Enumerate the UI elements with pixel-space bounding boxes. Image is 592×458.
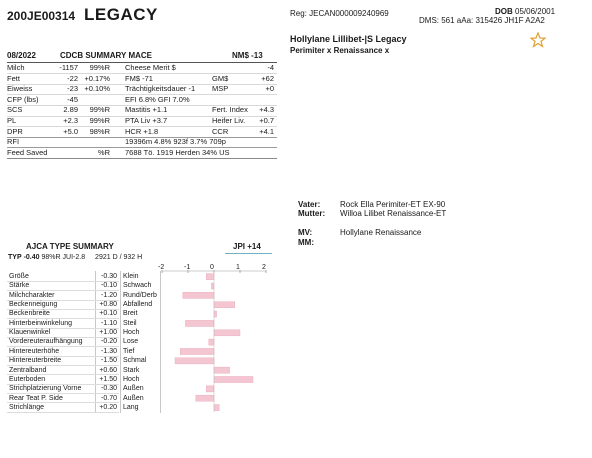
trait-direction-label: Breit — [123, 310, 138, 318]
mv-label: MV: — [298, 228, 313, 237]
x-tick-label: 1 — [236, 264, 240, 271]
type-bar — [214, 302, 235, 308]
trait-value-label: -0.70 — [101, 394, 117, 402]
x-tick-label: 0 — [210, 264, 214, 271]
cdcb-title: CDCB SUMMARY MACE — [60, 51, 152, 60]
cdcb-cell-value: +5.0 — [63, 126, 78, 136]
typ-rel: 98%R — [41, 254, 61, 261]
trait-value-label: +1.00 — [99, 329, 117, 337]
cdcb-cell-value2: +0.7 — [259, 116, 274, 125]
cdcb-cell-rel: 99%R — [89, 105, 110, 115]
registration-number: Reg: JECAN000009240969 — [290, 9, 389, 18]
cdcb-cell-rel: 99%R — [89, 63, 110, 72]
cdcb-cell-rel: 98%R — [89, 126, 110, 136]
trait-direction-label: Klein — [123, 273, 139, 280]
trait-direction-label: Schmal — [123, 357, 147, 365]
daughters-herds: 2921 D / 932 H — [95, 254, 143, 261]
jpi-underline — [225, 253, 272, 254]
cdcb-cell-value2: +0 — [265, 84, 274, 94]
x-tick-label: -2 — [158, 264, 165, 271]
animal-id: 200JE00314 — [7, 9, 76, 23]
cdcb-cell-mid: Cheese Merit $ — [125, 63, 176, 72]
cdcb-cell-label2: Heifer Liv. — [212, 116, 246, 125]
full-name: Hollylane Lillibet-|S Legacy — [290, 34, 407, 44]
cdcb-cell-mid: 19396m 4.8% 923f 3.7% 709p — [125, 137, 226, 147]
trait-value-label: +1.50 — [99, 375, 117, 383]
type-bar — [209, 339, 214, 345]
trait-direction-label: Steil — [123, 319, 137, 327]
trait-label: Milchcharakter — [9, 291, 55, 299]
trait-direction-label: Hoch — [123, 329, 140, 337]
animal-name: LEGACY — [84, 5, 158, 24]
trait-value-label: +0.60 — [99, 366, 117, 374]
trait-label: Stärke — [9, 282, 30, 290]
mv-value: Hollylane Renaissance — [340, 228, 422, 237]
trait-direction-label: Außen — [123, 385, 144, 393]
cdcb-cell-value: -1157 — [59, 63, 78, 72]
trait-value-label: -0.30 — [101, 273, 117, 280]
trait-direction-label: Lose — [123, 338, 139, 346]
trait-value-label: +0.80 — [99, 301, 117, 309]
trait-label: Hintereuterhöhe — [9, 347, 60, 355]
cdcb-cell-value2: -4 — [267, 63, 274, 72]
cdcb-cell-trait: RFI — [7, 137, 20, 147]
cdcb-cell-trait: Feed Saved — [7, 147, 48, 157]
mutter-label: Mutter: — [298, 209, 326, 218]
trait-value-label: -0.10 — [101, 282, 117, 290]
typ-value: -0.40 — [23, 254, 40, 261]
pedigree-short: Perimiter x Renaissance x — [290, 46, 390, 55]
trait-value-label: -1.10 — [101, 319, 117, 327]
cdcb-cell-value: 2.89 — [63, 105, 78, 115]
type-bar — [206, 386, 214, 392]
cdcb-bottom-rule — [7, 158, 277, 159]
trait-value-label: -1.30 — [101, 347, 117, 355]
trait-label: Zentralband — [9, 366, 47, 374]
cdcb-cell-trait: SCS — [7, 105, 23, 115]
trait-direction-label: Tief — [123, 347, 135, 355]
trait-direction-label: Lang — [123, 403, 139, 411]
cdcb-cell-label2: GM$ — [212, 73, 229, 83]
cdcb-cell-trait: CFP (lbs) — [7, 94, 39, 104]
trait-value-label: +0.10 — [99, 310, 117, 318]
trait-label: Hinterbeinwinkelung — [9, 319, 73, 327]
cdcb-cell-value: -22 — [67, 73, 78, 83]
cdcb-cell-value: -45 — [67, 94, 78, 104]
star-outline-icon[interactable] — [530, 32, 546, 53]
type-bar — [196, 395, 214, 401]
trait-direction-label: Stark — [123, 366, 140, 374]
cdcb-cell-mid: Trächtigkeitsdauer -1 — [125, 84, 196, 94]
cdcb-cell-label2: MSP — [212, 84, 229, 94]
cdcb-cell-label2: CCR — [212, 126, 229, 136]
type-bar — [185, 320, 214, 326]
x-tick-label: -1 — [184, 264, 191, 271]
cdcb-cell-value2: +62 — [261, 73, 274, 83]
cdcb-cell-mid: 7688 Tö. 1919 Herden 34% US — [125, 147, 230, 157]
vater-value: Rock Ella Perimiter-ET EX-90 — [340, 200, 446, 209]
trait-label: Vordereuteraufhängung — [9, 338, 83, 346]
trait-row-rule — [7, 412, 119, 413]
trait-direction-label: Schwach — [123, 282, 152, 290]
jui-value: JUI-2.8 — [62, 254, 86, 261]
type-bar — [214, 311, 217, 317]
trait-direction-label: Hoch — [123, 375, 140, 383]
dob-label: DOB — [495, 7, 513, 16]
trait-direction-label: Außen — [123, 394, 144, 402]
cdcb-cell-mid: PTA Liv +3.7 — [125, 116, 168, 125]
cdcb-cell-trait: Milch — [7, 63, 25, 72]
dob-value: 05/06/2001 — [515, 7, 556, 16]
trait-label: Hintereuterbreite — [9, 357, 62, 365]
cdcb-cell-trait: Eiweiss — [7, 84, 33, 94]
trait-label: Beckenbreite — [9, 310, 50, 318]
mm-label: MM: — [298, 238, 314, 247]
cdcb-cell-value: +2.3 — [63, 116, 78, 125]
cdcb-cell-rel: +0.17% — [84, 73, 110, 83]
trait-label: Größe — [9, 273, 29, 280]
cdcb-cell-mid: EFI 6.8% GFI 7.0% — [125, 94, 190, 104]
type-bar — [175, 358, 214, 364]
cdcb-cell-mid: FM$ -71 — [125, 73, 153, 83]
type-bar — [214, 405, 219, 411]
trait-value-label: +0.20 — [99, 403, 117, 411]
trait-value-label: -0.20 — [101, 338, 117, 346]
cdcb-cell-value2: +4.3 — [259, 105, 274, 115]
trait-value-label: -1.20 — [101, 291, 117, 299]
trait-direction-label: Rund/Derb — [123, 291, 157, 299]
trait-label: Strichplatzierung Vorne — [9, 385, 82, 393]
cdcb-cell-trait: DPR — [7, 126, 23, 136]
trait-label: Rear Teat P. Side — [9, 394, 63, 402]
cdcb-cell-mid: Mastitis +1.1 — [125, 105, 168, 115]
type-bar — [183, 292, 214, 298]
x-tick-label: 2 — [262, 264, 266, 271]
type-bar — [214, 367, 230, 373]
trait-label: Strichlänge — [9, 403, 45, 411]
trait-value-label: -1.50 — [101, 357, 117, 365]
dms-line: DMS: 561 aAa: 315426 JH1F A2A2 — [419, 16, 545, 25]
cdcb-cell-rel: 99%R — [89, 116, 110, 125]
cdcb-cell-trait: PL — [7, 116, 17, 125]
cdcb-cell-value: -23 — [67, 84, 78, 94]
type-bar — [206, 274, 214, 280]
type-bar — [214, 330, 240, 336]
type-bar — [211, 283, 214, 289]
cdcb-date: 08/2022 — [7, 51, 36, 60]
trait-direction-label: Abfallend — [123, 301, 153, 309]
typ-label: TYP — [8, 254, 22, 261]
cdcb-cell-rel: %R — [97, 147, 110, 157]
typ-line — [8, 253, 142, 262]
trait-label: Euterboden — [9, 375, 46, 383]
desc-col-divider — [120, 271, 121, 413]
cdcb-cell-value2: +4.1 — [259, 126, 274, 136]
trait-value-label: -0.30 — [101, 385, 117, 393]
trait-label: Beckenneigung — [9, 301, 58, 309]
cdcb-cell-rel: +0.10% — [84, 84, 110, 94]
type-bar — [214, 376, 253, 382]
chart-left-border — [160, 271, 161, 413]
jpi-value: JPI +14 — [233, 242, 261, 251]
nm-dollar: NM$ -13 — [232, 51, 263, 60]
ajca-title: AJCA TYPE SUMMARY — [26, 242, 114, 251]
cdcb-cell-mid: HCR +1.8 — [125, 126, 159, 136]
mutter-value: Willoa Lilibet Renaissance-ET — [340, 209, 447, 218]
cdcb-cell-trait: Fett — [7, 73, 20, 83]
cdcb-cell-label2: Fert. Index — [212, 105, 248, 115]
type-bar — [180, 348, 214, 354]
trait-label: Klauenwinkel — [9, 329, 51, 337]
vater-label: Vater: — [298, 200, 321, 209]
